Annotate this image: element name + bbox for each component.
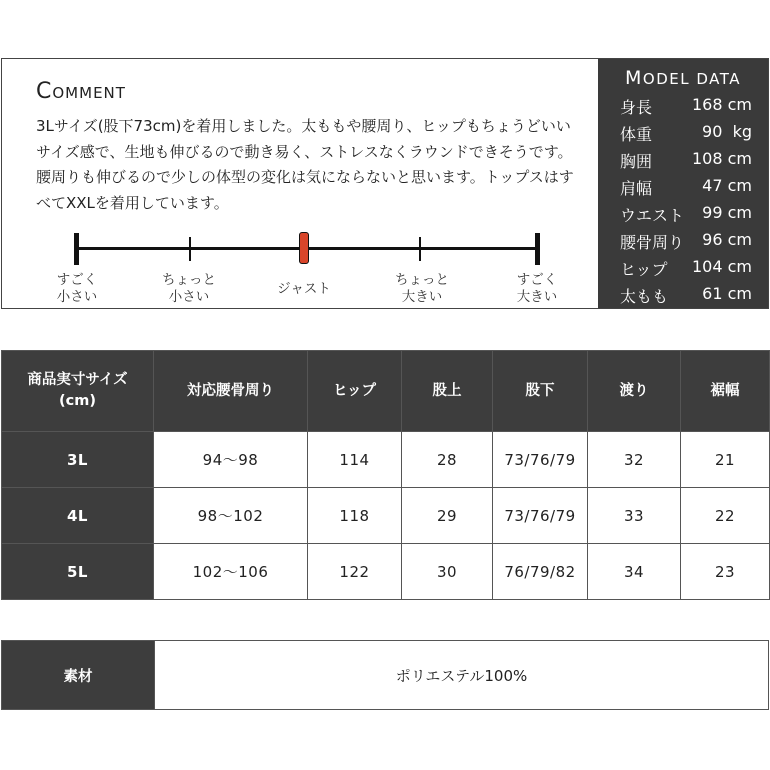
model-row-value: 90 kg	[702, 122, 752, 141]
model-data-title	[598, 59, 768, 89]
table-cell: 76/79/82	[493, 544, 588, 600]
table-row	[2, 488, 770, 544]
column-header-hem-width: 裾幅	[681, 351, 770, 432]
material-row	[1, 640, 769, 710]
fit-label-very-small	[32, 272, 122, 306]
fit-label-slightly-small	[144, 272, 234, 306]
table-cell: 118	[308, 488, 402, 544]
fit-label-line: 小さい	[56, 289, 98, 305]
table-cell: 122	[308, 544, 402, 600]
model-row-height	[620, 95, 752, 119]
fit-label-line: 大きい	[401, 289, 443, 305]
model-row-value: 47 cm	[702, 176, 752, 195]
table-cell: 114	[308, 432, 402, 488]
comment-title-rest: OMMENT	[52, 84, 126, 102]
table-cell: 28	[402, 432, 493, 488]
table-cell: 73/76/79	[493, 432, 588, 488]
table-cell: 30	[402, 544, 493, 600]
fit-label-slightly-large	[377, 272, 467, 306]
table-row	[2, 544, 770, 600]
column-header-inseam: 股下	[493, 351, 588, 432]
size-label: 4L	[2, 488, 154, 544]
model-row-label: 胸囲	[620, 152, 653, 171]
fit-label-line: 大きい	[516, 289, 558, 305]
table-cell: 21	[681, 432, 770, 488]
column-header-thigh-width: 渡り	[588, 351, 681, 432]
size-table-corner-header	[2, 351, 154, 432]
model-row-value: 104 cm	[691, 257, 752, 276]
model-row-value: 108 cm	[691, 149, 752, 168]
material-label: 素材	[2, 641, 154, 709]
fit-label-line: 小さい	[168, 289, 210, 305]
column-header-waist: 対応腰骨周り	[154, 351, 308, 432]
model-row-label: ヒップ	[620, 260, 668, 279]
table-cell: 73/76/79	[493, 488, 588, 544]
model-row-hip	[620, 257, 752, 281]
model-row-value: 96 cm	[702, 230, 752, 249]
model-row-shoulder	[620, 176, 752, 200]
fit-scale-tick	[189, 237, 191, 261]
model-row-label: 腰骨周り	[620, 233, 685, 252]
table-cell: 98〜102	[154, 488, 308, 544]
size-label: 3L	[2, 432, 154, 488]
header-size-line: 商品実寸サイズ	[27, 372, 128, 388]
fit-scale-tick-left	[74, 233, 79, 265]
model-title-initial: M	[624, 67, 643, 89]
fit-label-line: ジャスト	[277, 281, 331, 297]
comment-title-initial: C	[36, 79, 53, 104]
table-cell: 22	[681, 488, 770, 544]
column-header-hip: ヒップ	[308, 351, 402, 432]
model-row-value: 168 cm	[691, 95, 752, 114]
model-row-thigh	[620, 284, 752, 308]
model-data-panel	[598, 59, 768, 308]
fit-label-line: すごく	[516, 272, 558, 288]
table-cell: 29	[402, 488, 493, 544]
fit-label-just	[259, 281, 349, 298]
fit-label-line: ちょっと	[162, 272, 216, 288]
model-row-value: 99 cm	[702, 203, 752, 222]
fit-label-line: すごく	[56, 272, 98, 288]
fit-scale-tick-right	[535, 233, 540, 265]
comment-section	[1, 58, 769, 309]
column-header-rise: 股上	[402, 351, 493, 432]
table-cell: 33	[588, 488, 681, 544]
size-label: 5L	[2, 544, 154, 600]
model-row-label: 肩幅	[620, 179, 653, 198]
model-title-rest: ODEL DATA	[642, 70, 741, 88]
header-size-unit: (cm)	[59, 393, 96, 409]
fit-scale-tick	[419, 237, 421, 261]
model-row-waist	[620, 203, 752, 227]
table-row	[2, 432, 770, 488]
size-table	[1, 350, 770, 600]
fit-scale-marker	[299, 232, 309, 264]
table-cell: 23	[681, 544, 770, 600]
model-row-hipbone	[620, 230, 752, 254]
model-row-label: 太もも	[620, 287, 669, 306]
comment-text: 3Lサイズ(股下73cm)を着用しました。太ももや腰周り、ヒップもちょうどいいサイズ感で、生地も伸びるので動き易く、ストレスなくラウンドできそうです。腰周りも伸びるので少しの体型の変化は気にならないと思います。トップスはすべてXXLを着用しています。	[36, 117, 574, 213]
material-value: ポリエステル100%	[154, 641, 768, 709]
fit-label-very-large	[492, 272, 582, 306]
model-row-value: 61 cm	[702, 284, 752, 303]
table-cell: 34	[588, 544, 681, 600]
size-table-header-row	[2, 351, 770, 432]
table-cell: 94〜98	[154, 432, 308, 488]
table-cell: 32	[588, 432, 681, 488]
fit-scale	[32, 227, 572, 307]
model-row-label: 身長	[620, 98, 653, 117]
comment-title	[36, 79, 126, 104]
table-cell: 102〜106	[154, 544, 308, 600]
model-row-label: 体重	[620, 125, 653, 144]
model-row-chest	[620, 149, 752, 173]
model-row-weight	[620, 122, 752, 146]
model-row-label: ウエスト	[620, 206, 685, 225]
fit-label-line: ちょっと	[395, 272, 449, 288]
